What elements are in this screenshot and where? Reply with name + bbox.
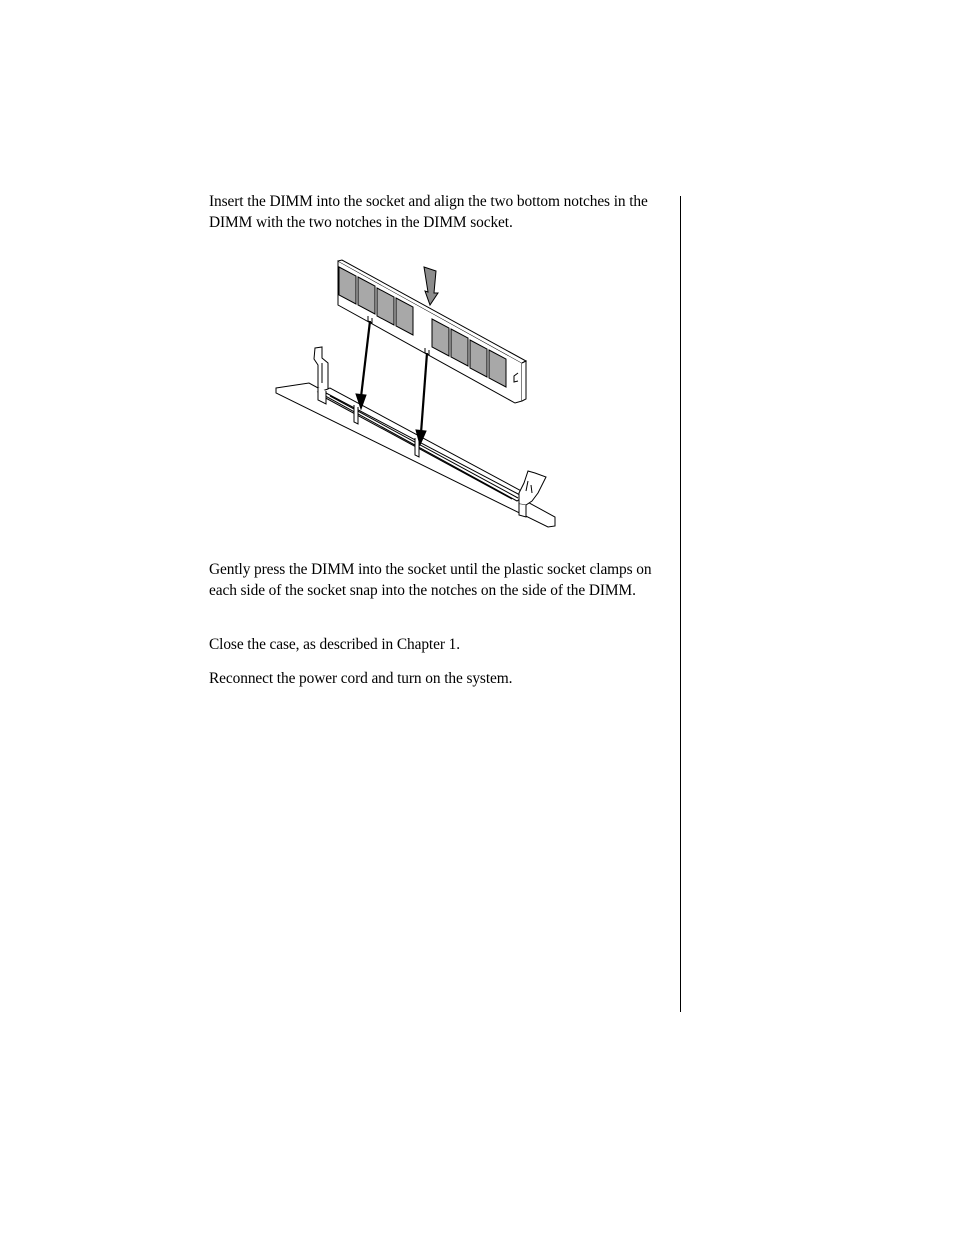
dimm-diagram-icon: [270, 255, 560, 535]
paragraph-text: Reconnect the power cord and turn on the system.: [209, 670, 513, 687]
dimm-installation-illustration: [270, 255, 560, 535]
right-clamp-icon: [519, 471, 546, 505]
paragraph-text: Gently press the DIMM into the socket until the plastic socket clamps on each side of the socket snap into the notches on the side of the DIMM.: [209, 561, 652, 599]
paragraph-text: Insert the DIMM into the socket and align the two bottom notches in the DIMM with the two notches in the DIMM socket.: [209, 193, 648, 231]
alignment-arrow-right-icon: [421, 353, 427, 433]
alignment-arrow-left-icon: [361, 321, 370, 397]
paragraph-text: Close the case, as described in Chapter 1.: [209, 636, 460, 653]
left-clamp-icon: [314, 347, 328, 391]
instruction-paragraph-press: [209, 560, 664, 601]
instruction-paragraph-align: [209, 192, 664, 233]
instruction-paragraph-close: [209, 635, 664, 656]
margin-rule: [680, 196, 681, 1012]
instruction-paragraph-reconnect: [209, 669, 664, 690]
push-down-arrow-icon: [424, 267, 438, 305]
socket-notch-left-icon: [354, 405, 358, 424]
